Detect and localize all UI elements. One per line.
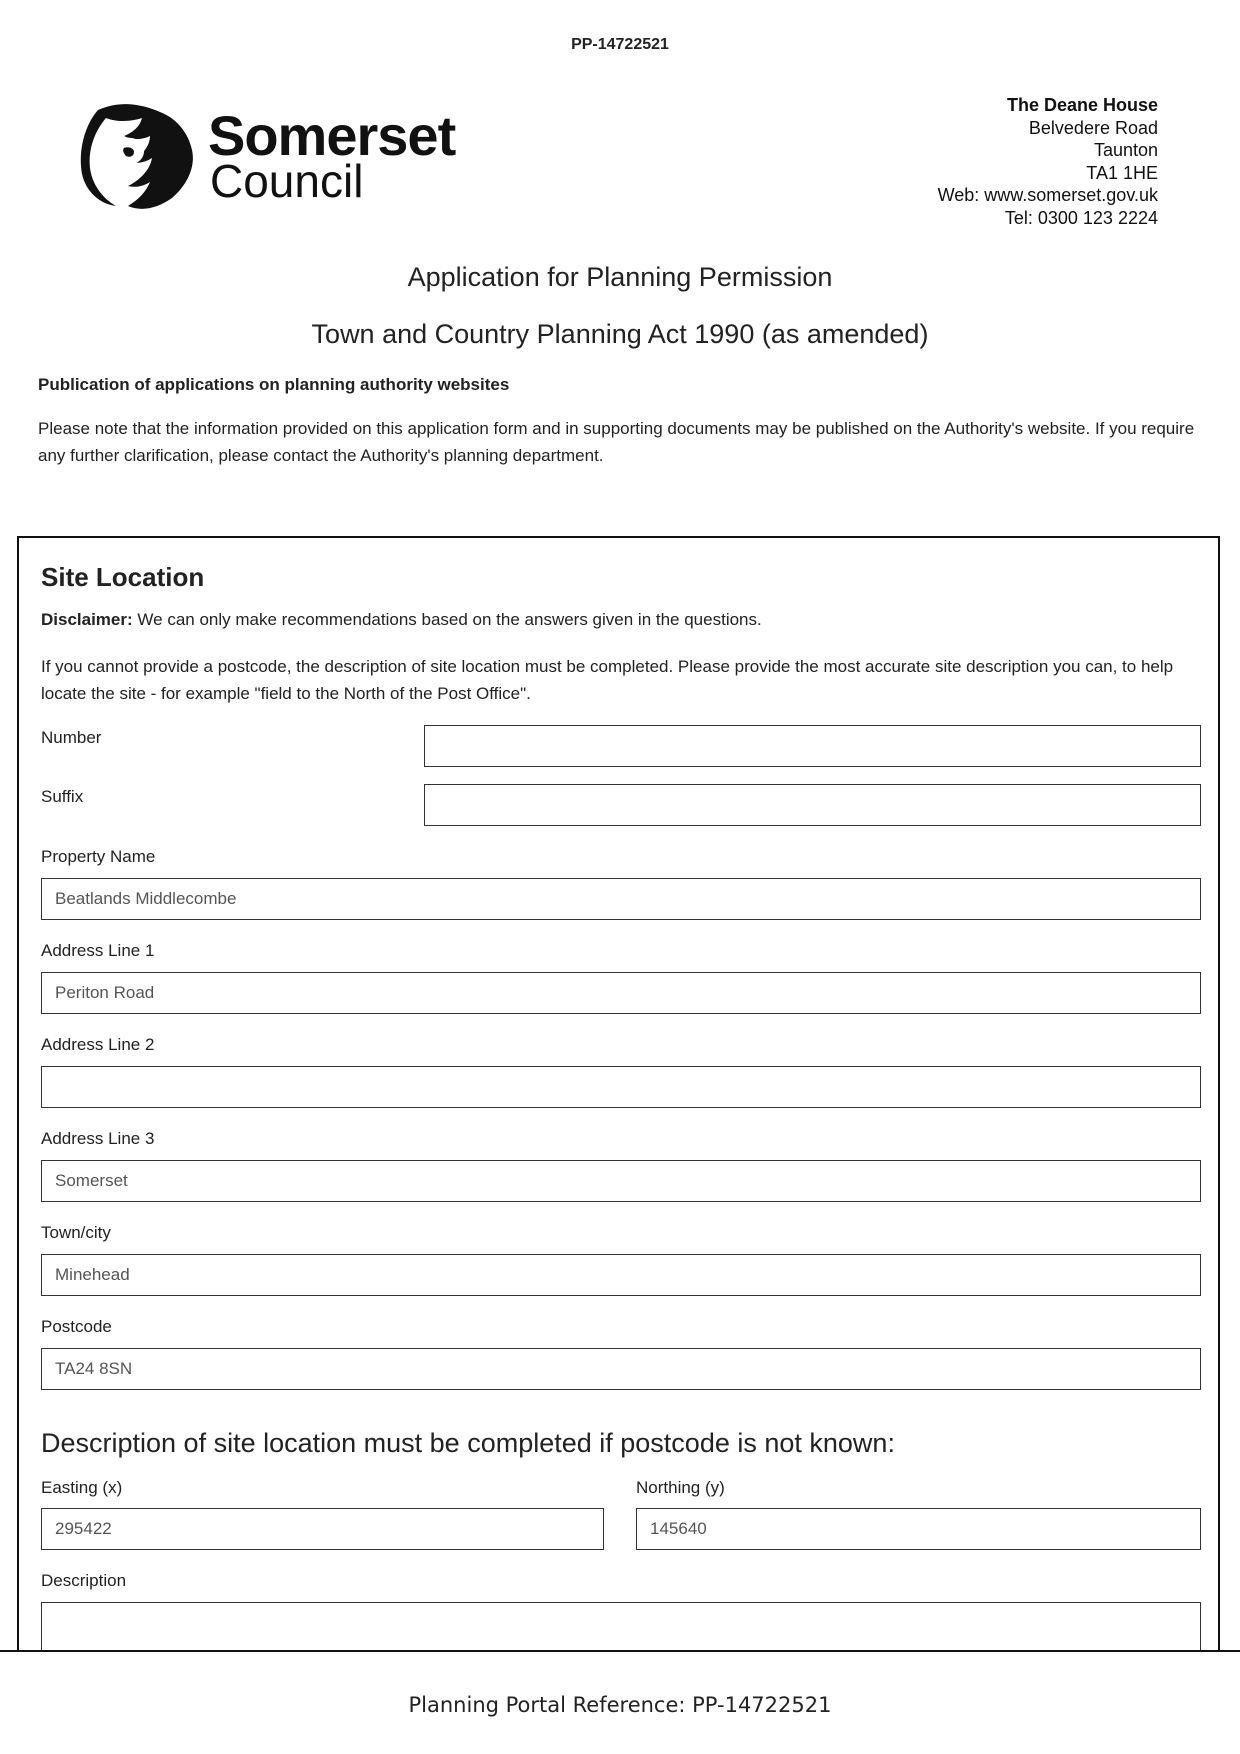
address-line: Taunton <box>1093 140 1158 160</box>
town-city-label: Town/city <box>41 1223 111 1242</box>
document-title: Application for Planning Permission <box>407 262 833 292</box>
somerset-council-logo <box>80 102 480 217</box>
property-name-label: Property Name <box>41 847 156 866</box>
town-city-field[interactable]: Minehead <box>41 1254 1201 1296</box>
postcode-label: Postcode <box>41 1317 112 1336</box>
suffix-field[interactable] <box>424 784 1201 826</box>
logo-wordmark-council: Council <box>210 155 364 207</box>
address-line: TA1 1HE <box>1086 162 1158 183</box>
address-line-1-label: Address Line 1 <box>41 941 155 960</box>
disclaimer <box>41 610 762 630</box>
description-textarea[interactable] <box>41 1602 1201 1651</box>
address-line-2-field[interactable] <box>41 1066 1201 1108</box>
number-label: Number <box>41 728 102 747</box>
northing-label: Northing (y) <box>636 1478 725 1497</box>
easting-field[interactable]: 295422 <box>41 1508 604 1550</box>
disclaimer-text: We can only make recommendations based on the answers given in the questions. <box>137 610 762 629</box>
logo-wordmark-somerset: Somerset <box>208 104 456 167</box>
address-line: Belvedere Road <box>1028 117 1158 138</box>
address-web: Web: www.somerset.gov.uk <box>937 185 1158 205</box>
document-subtitle: Town and Country Planning Act 1990 (as amended) <box>311 319 929 349</box>
site-instructions: If you cannot provide a postcode, the description of site location must be completed. Please provide the most accurate site description you can, to help locate the site - for example "field to the North of the Post Office". <box>41 657 1174 703</box>
northing-field[interactable]: 145640 <box>636 1508 1201 1550</box>
suffix-label: Suffix <box>41 787 84 806</box>
address-line-3-label: Address Line 3 <box>41 1129 155 1148</box>
address-line-3-field[interactable]: Somerset <box>41 1160 1201 1202</box>
description-heading: Description of site location must be completed if postcode is not known: <box>41 1428 895 1458</box>
site-location-section <box>17 536 1220 1651</box>
dragon-crest-icon <box>80 102 198 214</box>
address-line: The Deane House <box>1006 95 1158 115</box>
address-tel: Tel: 0300 123 2224 <box>1004 207 1158 228</box>
number-field[interactable] <box>424 725 1201 767</box>
footer-reference: Planning Portal Reference: PP-14722521 <box>408 1693 832 1717</box>
publication-text: Please note that the information provided on this application form and in supporting documents may be published on the Authority's website. If you require any further clarification, please contact the Authority's planning department. <box>38 419 1195 465</box>
disclaimer-label: Disclaimer: <box>41 610 133 629</box>
address-line-2-label: Address Line 2 <box>41 1035 155 1054</box>
council-address <box>938 94 1158 229</box>
page-divider <box>0 1650 1240 1652</box>
postcode-field[interactable]: TA24 8SN <box>41 1348 1201 1390</box>
page-reference: PP-14722521 <box>571 36 669 53</box>
section-title: Site Location <box>41 562 205 592</box>
easting-label: Easting (x) <box>41 1478 123 1497</box>
property-name-field[interactable]: Beatlands Middlecombe <box>41 878 1201 920</box>
description-label: Description <box>41 1571 127 1590</box>
address-line-1-field[interactable]: Periton Road <box>41 972 1201 1014</box>
publication-heading: Publication of applications on planning authority websites <box>38 375 510 394</box>
